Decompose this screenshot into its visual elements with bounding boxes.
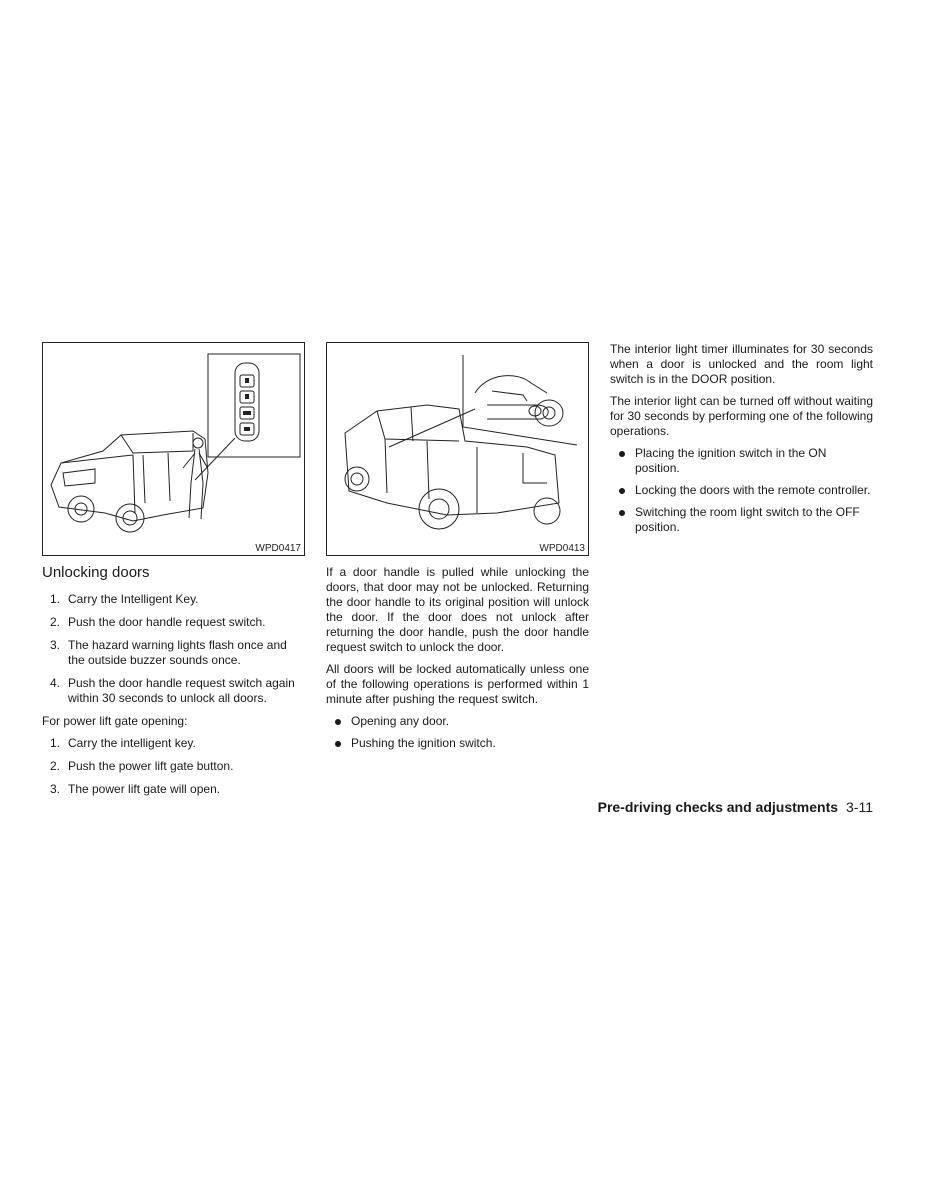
page-footer xyxy=(598,799,873,815)
list-item: Opening any door. xyxy=(326,714,589,729)
door-handle-paragraph: If a door handle is pulled while unlocking the doors, that door may not be unlocked. Returning the door handle to its original position will unlock the door. If the door does not unlock after returning the door handle, push the door handle request switch to unlock the door. xyxy=(326,565,589,654)
figure-door-handle xyxy=(326,342,589,556)
middle-column xyxy=(326,342,589,758)
lift-gate-intro: For power lift gate opening: xyxy=(42,714,188,728)
page-number: 3-11 xyxy=(846,799,873,815)
list-item: 2. Push the door handle request switch. xyxy=(50,615,266,629)
list-item: Placing the ignition switch in the ON position. xyxy=(610,446,873,476)
truck-door-handle-illustration xyxy=(327,343,588,555)
list-item: 4. Push the door handle request switch again within 30 seconds to unlock all doors. xyxy=(50,676,295,705)
list-item: Pushing the ignition switch. xyxy=(326,736,589,751)
list-item: 1. Carry the Intelligent Key. xyxy=(50,592,199,606)
auto-lock-bullets xyxy=(326,714,589,751)
left-column xyxy=(42,342,305,805)
interior-light-bullets xyxy=(610,446,873,535)
footer-section-title: Pre-driving checks and adjustments xyxy=(597,799,839,815)
suv-key-illustration xyxy=(43,343,304,555)
interior-light-off-paragraph: The interior light can be turned off without waiting for 30 seconds by performing one of the following operations. xyxy=(610,394,873,438)
list-item: 1. Carry the intelligent key. xyxy=(50,736,196,750)
right-column xyxy=(610,342,873,542)
unlock-steps-list xyxy=(42,592,305,706)
list-item: Locking the doors with the remote controller. xyxy=(610,483,873,498)
list-item: 2. Push the power lift gate button. xyxy=(50,759,234,773)
section-heading-unlocking-doors: Unlocking doors xyxy=(42,564,150,581)
figure-intelligent-key-unlocking xyxy=(42,342,305,556)
figure-label: WPD0413 xyxy=(539,543,585,554)
lift-gate-steps-list xyxy=(42,736,305,797)
interior-light-paragraph: The interior light timer illuminates for 30 seconds when a door is unlocked and the room light switch is in the DOOR position. xyxy=(610,342,873,386)
list-item: 3. The power lift gate will open. xyxy=(50,782,221,796)
figure-label: WPD0417 xyxy=(255,543,301,554)
list-item: Switching the room light switch to the OFF position. xyxy=(610,505,873,535)
auto-lock-paragraph: All doors will be locked automatically unless one of the following operations is performed within 1 minute after pushing the request switch. xyxy=(326,662,589,706)
list-item: 3. The hazard warning lights flash once and the outside buzzer sounds once. xyxy=(50,638,287,667)
